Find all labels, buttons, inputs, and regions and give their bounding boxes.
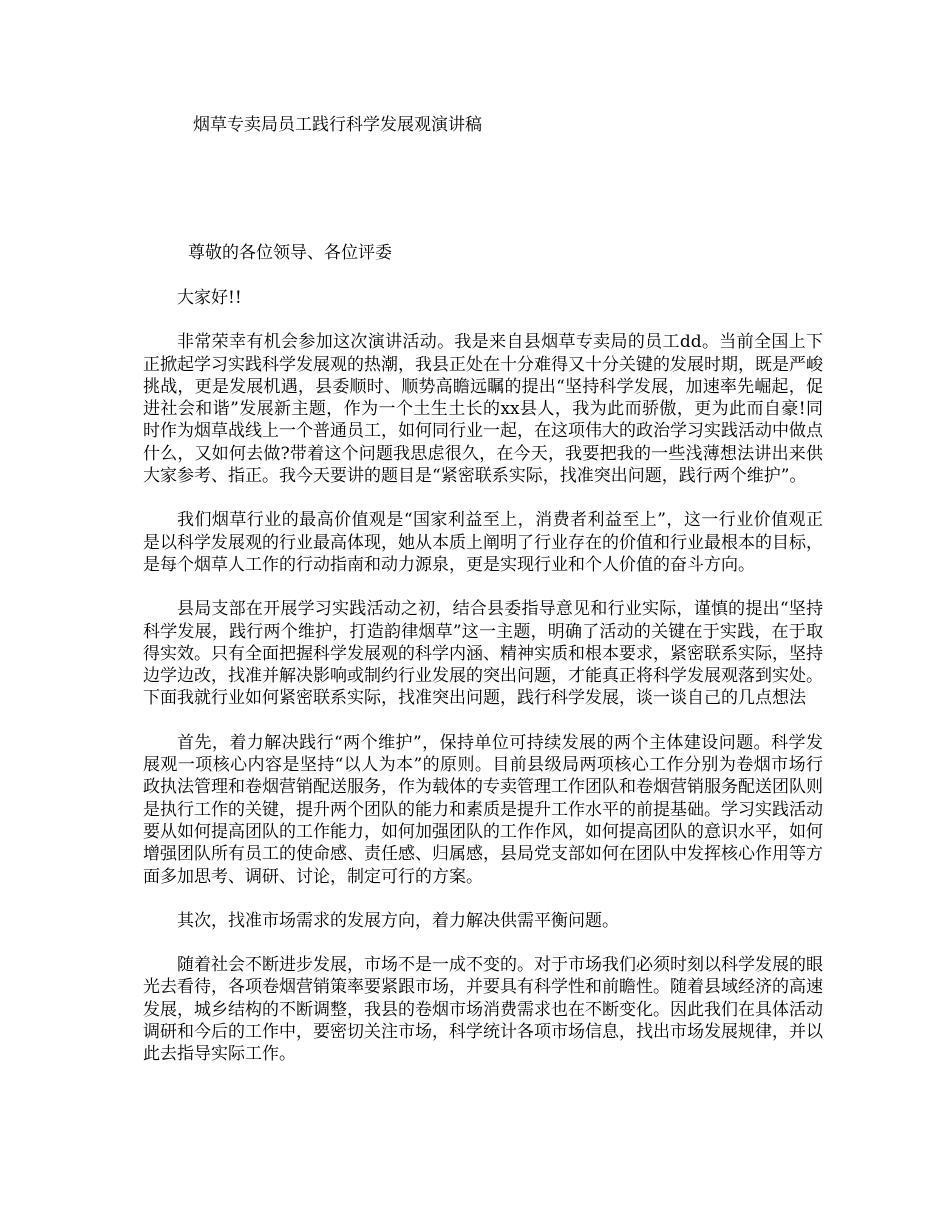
document-title: 烟草专卖局员工践行科学发展观演讲稿 <box>193 115 482 135</box>
greeting: 大家好!! <box>177 288 242 308</box>
document-body <box>143 287 823 1088</box>
paragraph-1: 非常荣幸有机会参加这次演讲活动。我是来自县烟草专卖局的员工dd。当前全国上下正掀起学习实践科学发展观的热潮，我县正处在十分难得又十分关键的发展时期，既是严峻挑战，更是发展机遇，县委顺时、顺势高瞻远瞩的提出“坚持科学发展，加速率先崛起，促进社会和谐”发展新主题，作为一个土生土长的xx县人，我为此而骄傲，更为此而自豪!同时作为烟草战线上一个普通员工，如何同行业一起，在这项伟大的政治学习实践活动中做点什么，又如何去做?带着这个问题我思虑很久，在今天，我要把我的一些浅薄想法讲出来供大家参考、指正。我今天要讲的题目是“紧密联系实际，找准突出问题，践行两个维护”。 <box>143 332 823 487</box>
paragraph-2: 我们烟草行业的最高价值观是“国家利益至上，消费者利益至上”，这一行业价值观正是以科学发展观的行业最高体现，她从本质上阐明了行业存在的价值和行业最根本的目标，是每个烟草人工作的行动指南和动力源泉，更是实现行业和个人价值的奋斗方向。 <box>143 510 823 575</box>
paragraph-6: 随着社会不断进步发展，市场不是一成不变的。对于市场我们必须时刻以科学发展的眼光去看待，各项卷烟营销策率要紧跟市场，并要具有科学性和前瞻性。随着县域经济的高速发展，城乡结构的不断调整，我县的卷烟市场消费需求也在不断变化。因此我们在具体活动调研和今后的工作中，要密切关注市场，科学统计各项市场信息，找出市场发展规律，并以此去指导实际工作。 <box>143 955 823 1065</box>
paragraph-3: 县局支部在开展学习实践活动之初，结合县委指导意见和行业实际，谨慎的提出“坚持科学发展，践行两个维护，打造韵律烟草”这一主题，明确了活动的关键在于实践，在于取得实效。只有全面把握科学发展观的科学内涵、精神实质和根本要求，紧密联系实际，坚持边学边改，找准并解决影响或制约行业发展的突出问题，才能真正将科学发展观落到实处。下面我就行业如何紧密联系实际，找准突出问题，践行科学发展，谈一谈自己的几点想法 <box>143 599 823 709</box>
paragraph-4: 首先，着力解决践行“两个维护”，保持单位可持续发展的两个主体建设问题。科学发展观一项核心内容是坚持“以人为本”的原则。目前县级局两项核心工作分别为卷烟市场行政执法管理和卷烟营销配送服务，作为载体的专卖管理工作团队和卷烟营销服务配送团队则是执行工作的关键，提升两个团队的能力和素质是提升工作水平的前提基础。学习实践活动要从如何提高团队的工作能力，如何加强团队的工作作风，如何提高团队的意识水平，如何增强团队所有员工的使命感、责任感、归属感，县局党支部如何在团队中发挥核心作用等方面多加思考、调研、讨论，制定可行的方案。 <box>143 732 823 887</box>
salutation: 尊敬的各位领导、各位评委 <box>188 243 392 263</box>
paragraph-5: 其次，找准市场需求的发展方向，着力解决供需平衡问题。 <box>177 910 619 931</box>
